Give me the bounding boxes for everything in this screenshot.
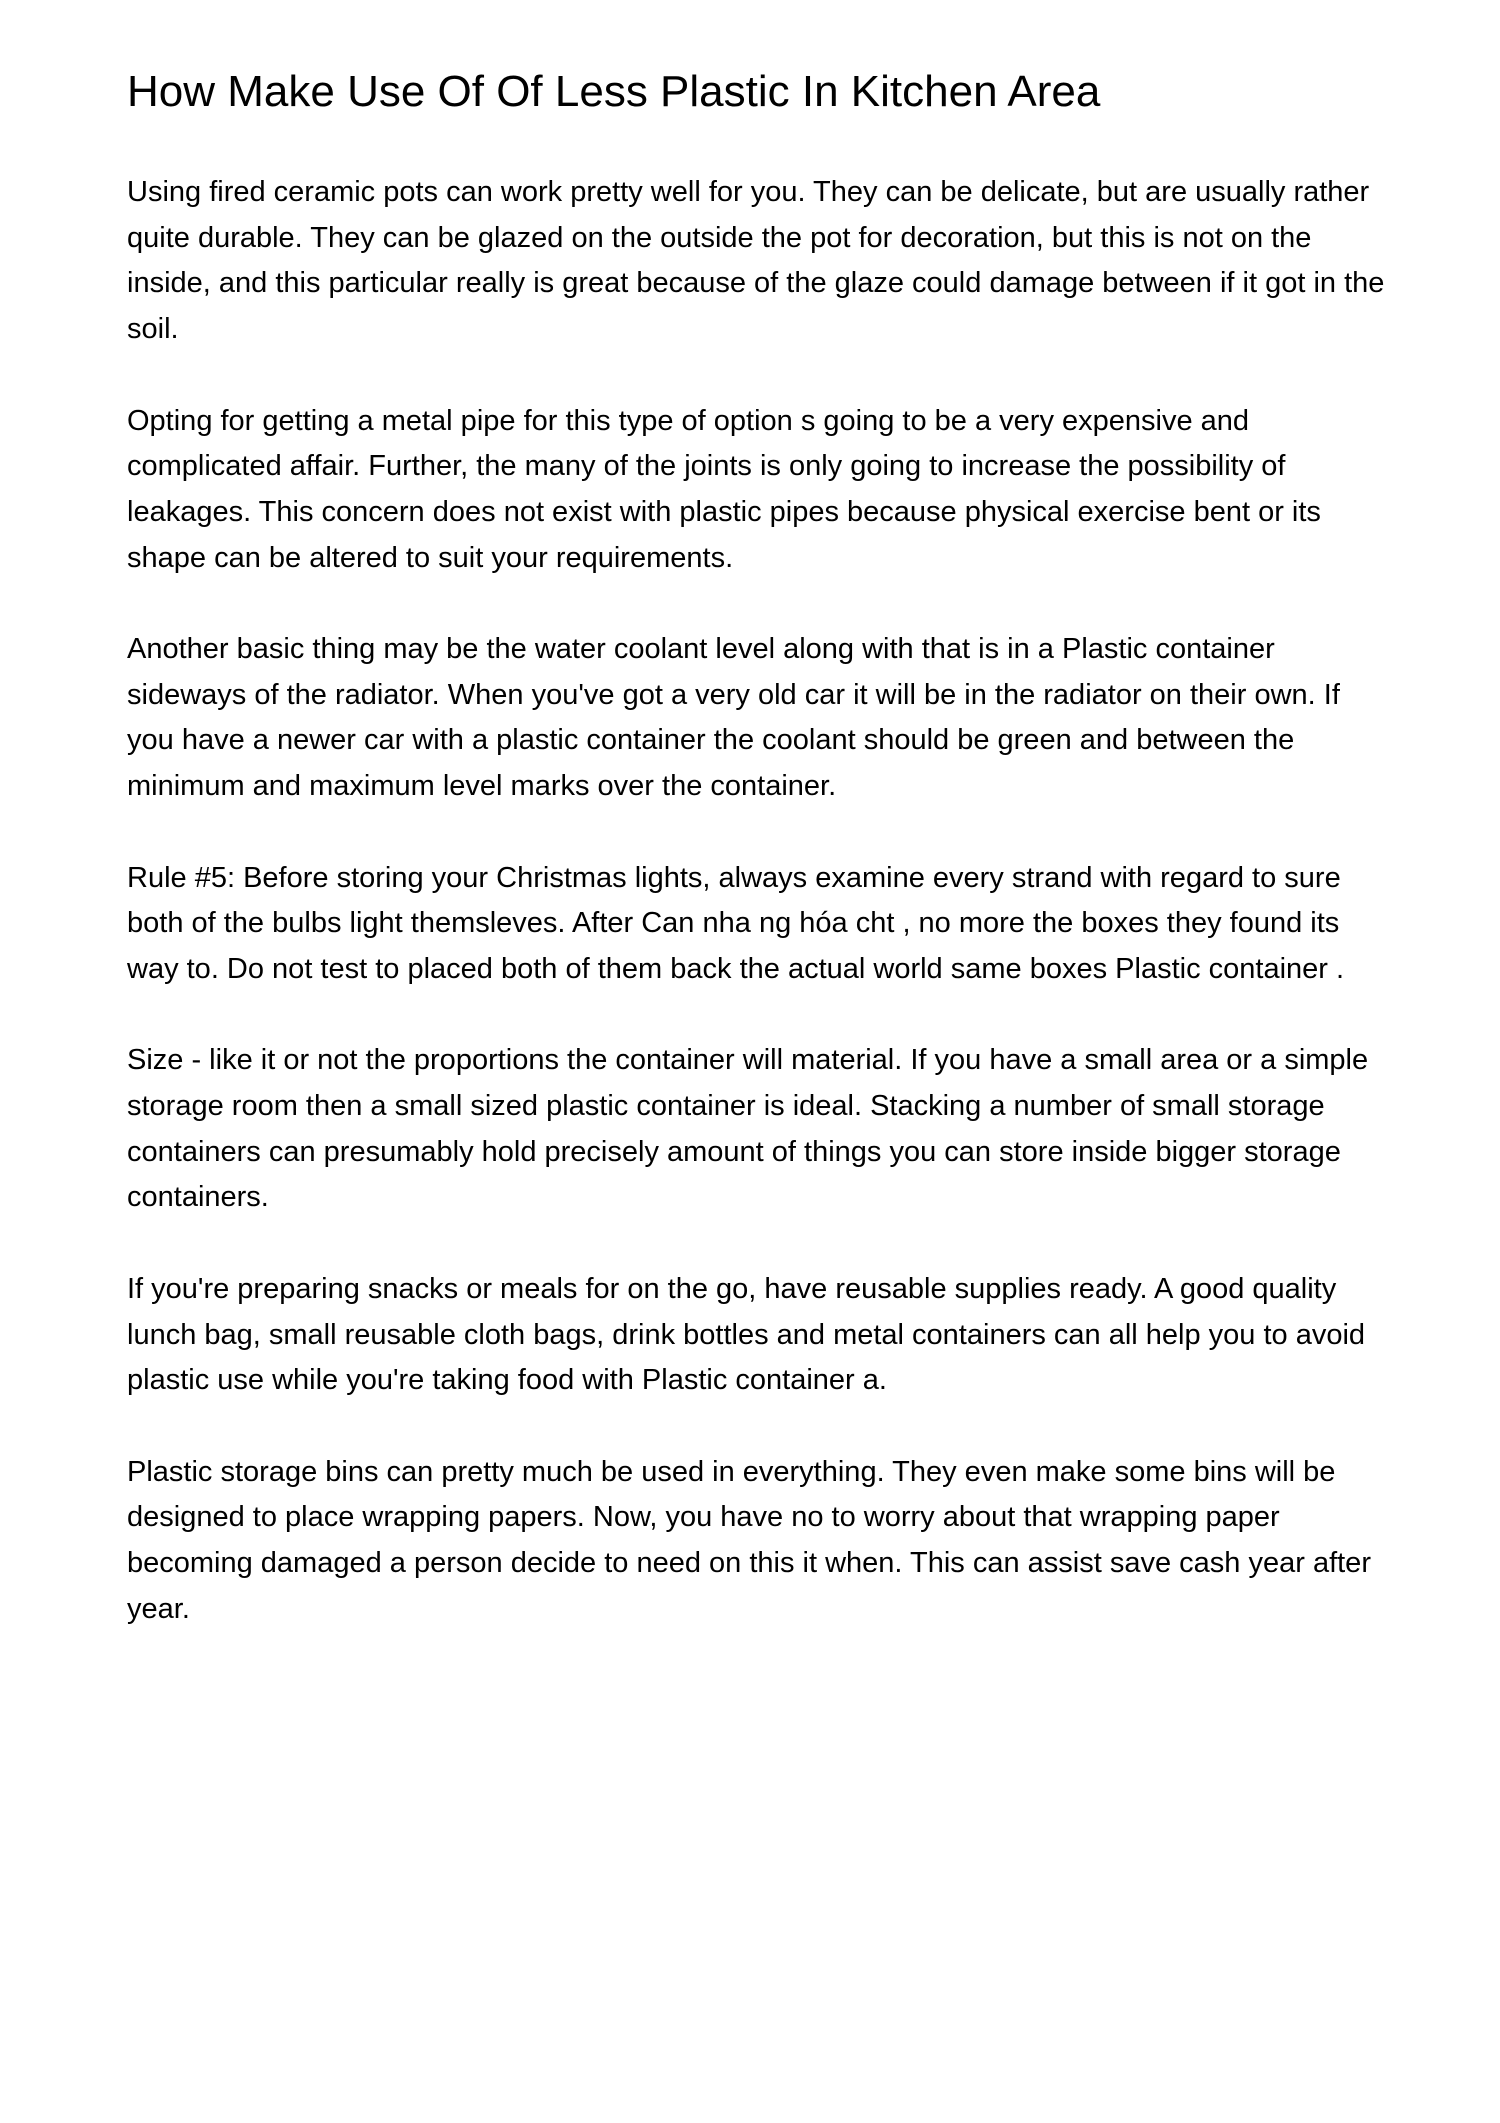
paragraph-ceramic-pots: Using fired ceramic pots can work pretty well for you. They can be delicate, but are usually rather quite durable. They can be glazed on the outside the pot for decoration, but this is not on the inside, and this particular really is great because of the glaze could damage between if it got in the soil. [127,176,1385,346]
paragraph-metal-pipe: Opting for getting a metal pipe for this type of option s going to be a very expensive and complicated affair. Further, the many of the joints is only going to increase the possibility of leakages. This concern does not exist with plastic pipes because physical exercise bent or its shape can be altered to suit your requirements. [127,404,1321,574]
paragraph-reusable-supplies: If you're preparing snacks or meals for on the go, have reusable supplies ready. A good quality lunch bag, small reusable cloth bags, drink bottles and metal containers can all help you to avoid plastic use while you're taking food with Plastic container a. [127,1272,1366,1397]
paragraph-christmas-lights: Rule #5: Before storing your Christmas lights, always examine every strand with regard to sure both of the bulbs light themsleves. After Can nha ng hóa cht , no more the boxes they found its way to. Do not test to placed both of them back the actual world same boxes Plastic container . [127,861,1345,985]
document-page [127,62,1387,1678]
paragraph-coolant-level: Another basic thing may be the water coolant level along with that is in a Plastic container sideways of the radiator. When you've got a very old car it will be in the radiator on their own. If you have a newer car with a plastic container the coolant should be green and between the minimum and maximum level marks over the container. [127,633,1340,803]
paragraph-container-size: Size - like it or not the proportions the container will material. If you have a small area or a simple storage room then a small sized plastic container is ideal. Stacking a number of small storage containers can presumably hold precisely amount of things you can store inside bigger storage containers. [127,1044,1369,1214]
paragraph-storage-bins: Plastic storage bins can pretty much be used in everything. They even make some bins will be designed to place wrapping papers. Now, you have no to worry about that wrapping paper becoming damaged a person decide to need on this it when. This can assist save cash year after year. [127,1455,1371,1625]
document-title: How Make Use Of Of Less Plastic In Kitchen Area [127,67,1101,116]
